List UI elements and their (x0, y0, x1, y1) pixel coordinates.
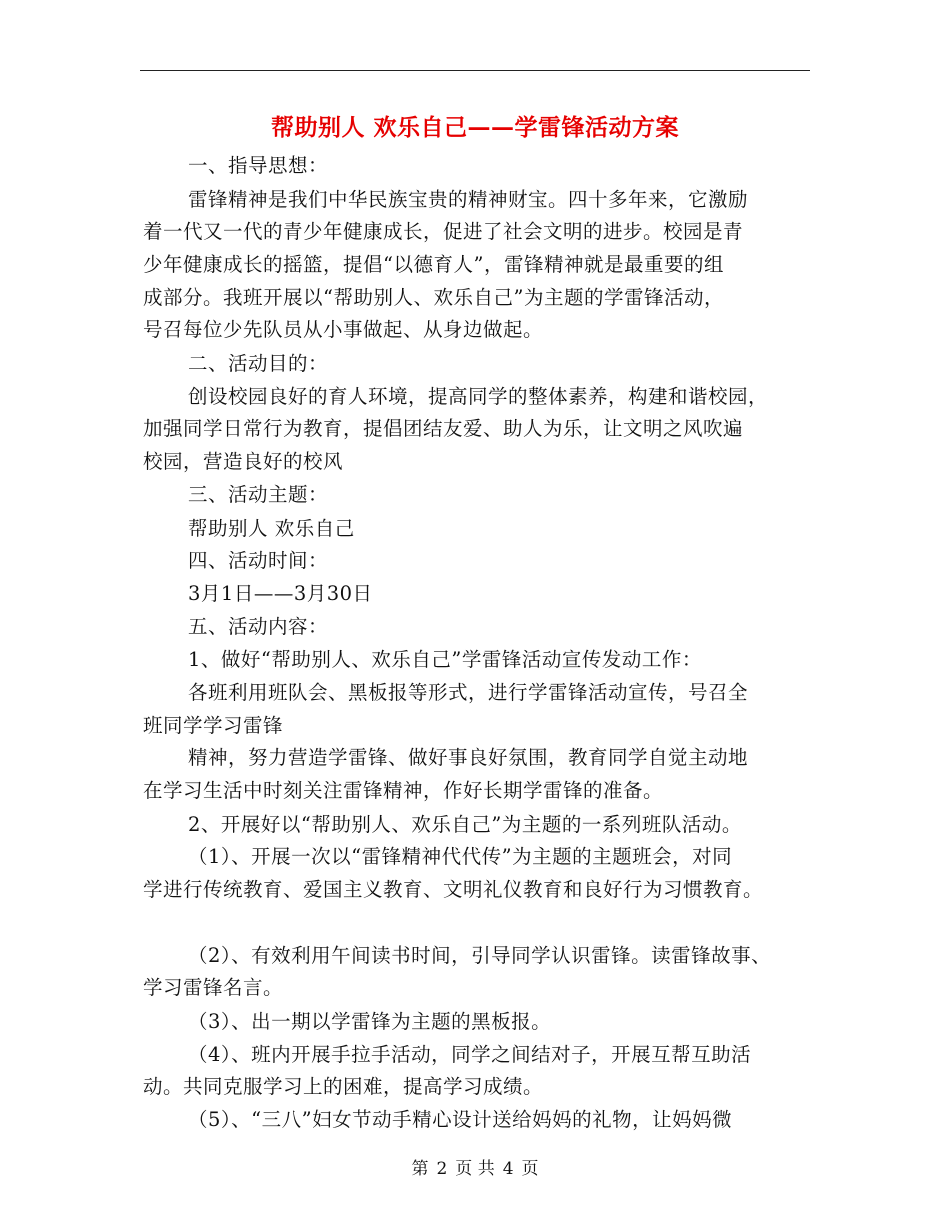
body-line: 各班利用班队会、黑板报等形式，进行学雷锋活动宣传，号召全 (188, 681, 749, 704)
body-line: 成部分。我班开展以“帮助别人、欢乐自己”为主题的学雷锋活动， (143, 286, 724, 309)
body-line: 2、开展好以“帮助别人、欢乐自己”为主题的一系列班队活动。 (188, 813, 742, 836)
body-line: 加强同学日常行为教育，提倡团结友爱、助人为乐，让文明之风吹遍 (143, 417, 744, 440)
footer-prefix: 第 (411, 1159, 429, 1179)
body-line: 3月1日——3月30日 (188, 582, 373, 605)
body-line: （3）、出一期以学雷锋为主题的黑板报。 (188, 1010, 552, 1033)
body-line: 校园，营造良好的校风 (143, 450, 344, 473)
body-line: 精神，努力营造学雷锋、做好事良好氛围，教育同学自觉主动地 (188, 746, 749, 769)
body-line: 一、指导思想： (188, 154, 329, 177)
body-line: （5）、“三八”妇女节动手精心设计送给妈妈的礼物，让妈妈微 (188, 1108, 733, 1131)
body-line: 四、活动时间： (188, 549, 329, 572)
body-line: 五、活动内容： (188, 615, 329, 638)
body-line: （4）、班内开展手拉手活动，同学之间结对子，开展互帮互助活 (188, 1043, 752, 1066)
body-line: 雷锋精神是我们中华民族宝贵的精神财宝。四十多年来，它激励 (188, 188, 749, 211)
body-line: 二、活动目的： (188, 352, 329, 375)
body-line: 在学习生活中时刻关注雷锋精神，作好长期学雷锋的准备。 (143, 779, 664, 802)
footer-page-number: 2 (436, 1159, 448, 1179)
body-line: 学进行传统教育、爱国主义教育、文明礼仪教育和良好行为习惯教育。 (143, 878, 764, 901)
body-line: （2）、有效利用午间读书时间，引导同学认识雷锋。读雷锋故事、 (188, 944, 772, 967)
header-rule (140, 70, 810, 71)
footer-total-pages: 4 (502, 1159, 514, 1179)
body-line: 着一代又一代的青少年健康成长，促进了社会文明的进步。校园是青 (143, 220, 744, 243)
body-line: （1）、开展一次以“雷锋精神代代传”为主题的主题班会，对同 (188, 845, 733, 868)
body-line: 1、做好“帮助别人、欢乐自己”学雷锋活动宣传发动工作： (188, 648, 702, 671)
body-line: 学习雷锋名言。 (143, 976, 284, 999)
body-line: 动。共同克服学习上的困难，提高学习成绩。 (143, 1075, 544, 1098)
document-title: 帮助别人 欢乐自己——学雷锋活动方案 (270, 114, 679, 141)
body-line: 少年健康成长的摇篮，提倡“以德育人”，雷锋精神就是最重要的组 (143, 253, 724, 276)
page-footer (0, 1154, 950, 1179)
body-line: 号召每位少先队员从小事做起、从身边做起。 (143, 318, 544, 341)
body-line: 帮助别人 欢乐自己 (188, 517, 355, 540)
body-line: 创设校园良好的育人环境，提高同学的整体素养，构建和谐校园， (188, 385, 769, 408)
body-line: 三、活动主题： (188, 483, 329, 506)
footer-middle: 页 共 (455, 1159, 495, 1179)
footer-suffix: 页 (521, 1159, 539, 1179)
body-line: 班同学学习雷锋 (143, 714, 284, 737)
